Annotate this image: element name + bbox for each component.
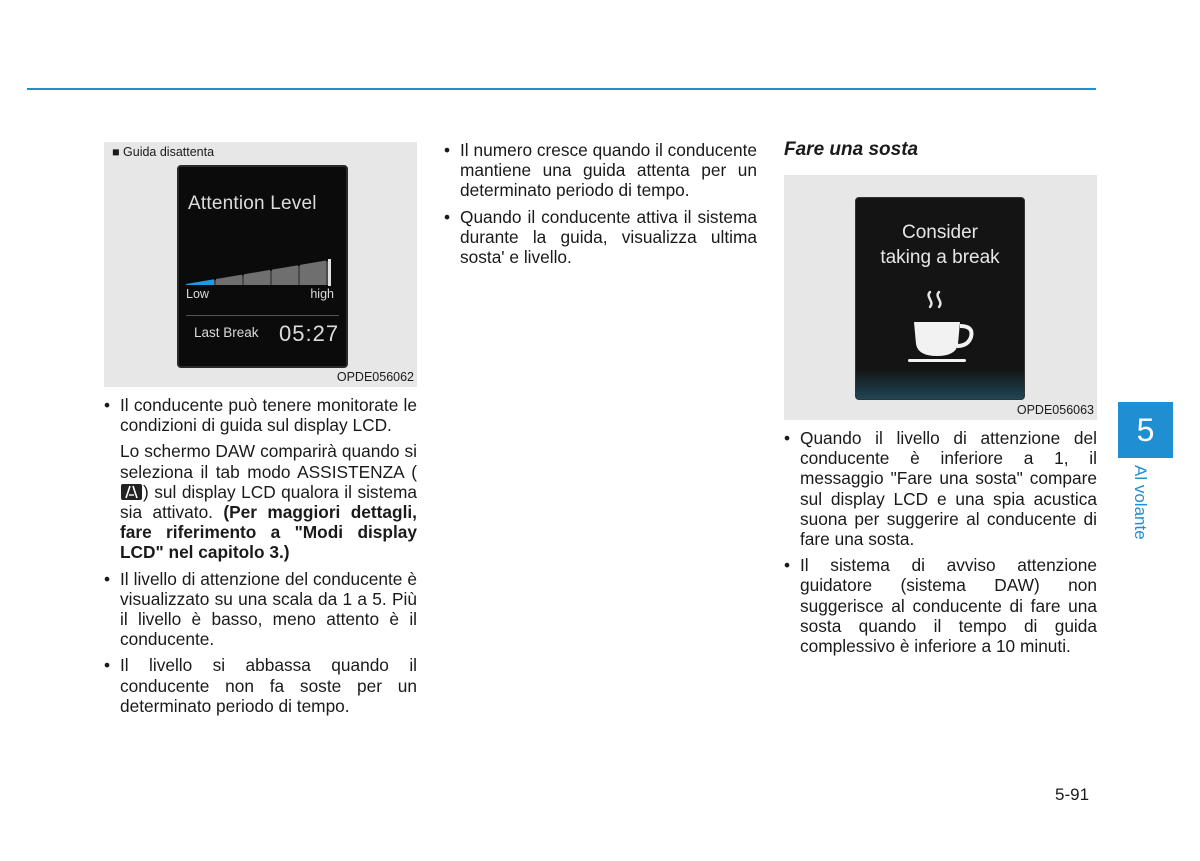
- list-item: [104, 569, 417, 650]
- cross-reference: (Per maggiori dettagli, fare riferimento a "Modi display LCD" nel capitolo 3.): [120, 502, 417, 563]
- list-item-text: Il sistema di avviso attenzione guidatore (sistema DAW) non suggerisce al conducente di fare una sosta quando il tempo di guida complessivo è inferiore a 10 minuti.: [800, 555, 1097, 657]
- lcd-break-screen: [855, 197, 1025, 400]
- chapter-name: Al volante: [1131, 465, 1150, 540]
- text-column-2: [444, 140, 757, 273]
- bullet-icon: •: [104, 568, 111, 589]
- figure-code: OPDE056062: [336, 370, 414, 384]
- figure-code: OPDE056063: [1016, 403, 1094, 417]
- lcd-separator: [186, 315, 339, 316]
- attention-scale-segment: [272, 265, 298, 285]
- lcd-attention-screen: [177, 165, 348, 368]
- list-item: [444, 140, 757, 201]
- bullet-icon: •: [784, 555, 791, 576]
- attention-scale-segment: [244, 270, 270, 285]
- lcd-last-break-label: Last Break: [194, 325, 259, 340]
- paragraph: [104, 441, 417, 562]
- text-column-3: [784, 428, 1097, 662]
- paragraph-text: Lo schermo DAW comparirà quando si seleziona il tab modo ASSISTENZA (: [120, 441, 417, 482]
- bullet-icon: •: [444, 206, 451, 227]
- coffee-cup-icon: [856, 286, 1024, 366]
- list-item-text: Il livello di attenzione del conducente è visualizzato su una scala da 1 a 5. Più il livello è basso, meno attento è il conducente.: [120, 568, 417, 650]
- bullet-icon: •: [784, 428, 791, 448]
- text-column-1: [104, 395, 417, 722]
- lcd-title: Attention Level: [188, 193, 317, 214]
- page-number: 5-91: [1055, 785, 1090, 804]
- list-item-text: Il conducente può tenere monitorate le condizioni di guida sul display LCD.: [120, 395, 417, 436]
- list-item: [104, 395, 417, 435]
- list-item: [444, 207, 757, 268]
- list-item: [104, 655, 417, 716]
- list-item-text: Il livello si abbassa quando il conducente non fa soste per un determinato periodo di tempo.: [120, 655, 417, 716]
- attention-scale-end-marker: [328, 259, 331, 286]
- lcd-last-break-time: 05:27: [279, 321, 340, 346]
- list-item-text: Il numero cresce quando il conducente mantiene una guida attenta per un determinato periodo di tempo.: [460, 140, 757, 201]
- bullet-icon: •: [104, 655, 111, 676]
- lcd-high-label: high: [310, 287, 334, 301]
- figure-take-break: [784, 175, 1097, 420]
- lcd-glow: [856, 369, 1024, 399]
- lcd-message-line-1: Consider: [901, 222, 979, 243]
- header-rule: [27, 88, 1096, 90]
- figure-caption: ■ Guida disattenta: [112, 145, 215, 159]
- list-item: [784, 428, 1097, 549]
- lcd-message-line-2: taking a break: [880, 247, 1000, 268]
- attention-scale-segment: [216, 275, 242, 285]
- figure-attention-level: [104, 142, 417, 387]
- attention-scale-segment: [186, 279, 214, 285]
- bullet-icon: •: [444, 140, 451, 160]
- section-title: Fare una sosta: [784, 139, 919, 160]
- list-item-text: Quando il conducente attiva il sistema durante la guida, visualizza ultima sosta' e livello.: [460, 206, 757, 268]
- attention-scale-segment: [300, 261, 326, 285]
- bullet-icon: •: [104, 395, 111, 415]
- chapter-number-tab[interactable]: 5: [1118, 402, 1173, 458]
- list-item-text: Quando il livello di attenzione del conducente è inferiore a 1, il messaggio "Fare una sosta" compare sul display LCD e una spia acustica suona per suggerire al conducente di fare una sosta.: [800, 428, 1097, 550]
- list-item: [784, 555, 1097, 656]
- lcd-low-label: Low: [186, 287, 209, 301]
- lane-assist-icon: [121, 484, 142, 500]
- paragraph-text: ) sul display LCD qualora il sistema sia attivato.: [120, 481, 417, 523]
